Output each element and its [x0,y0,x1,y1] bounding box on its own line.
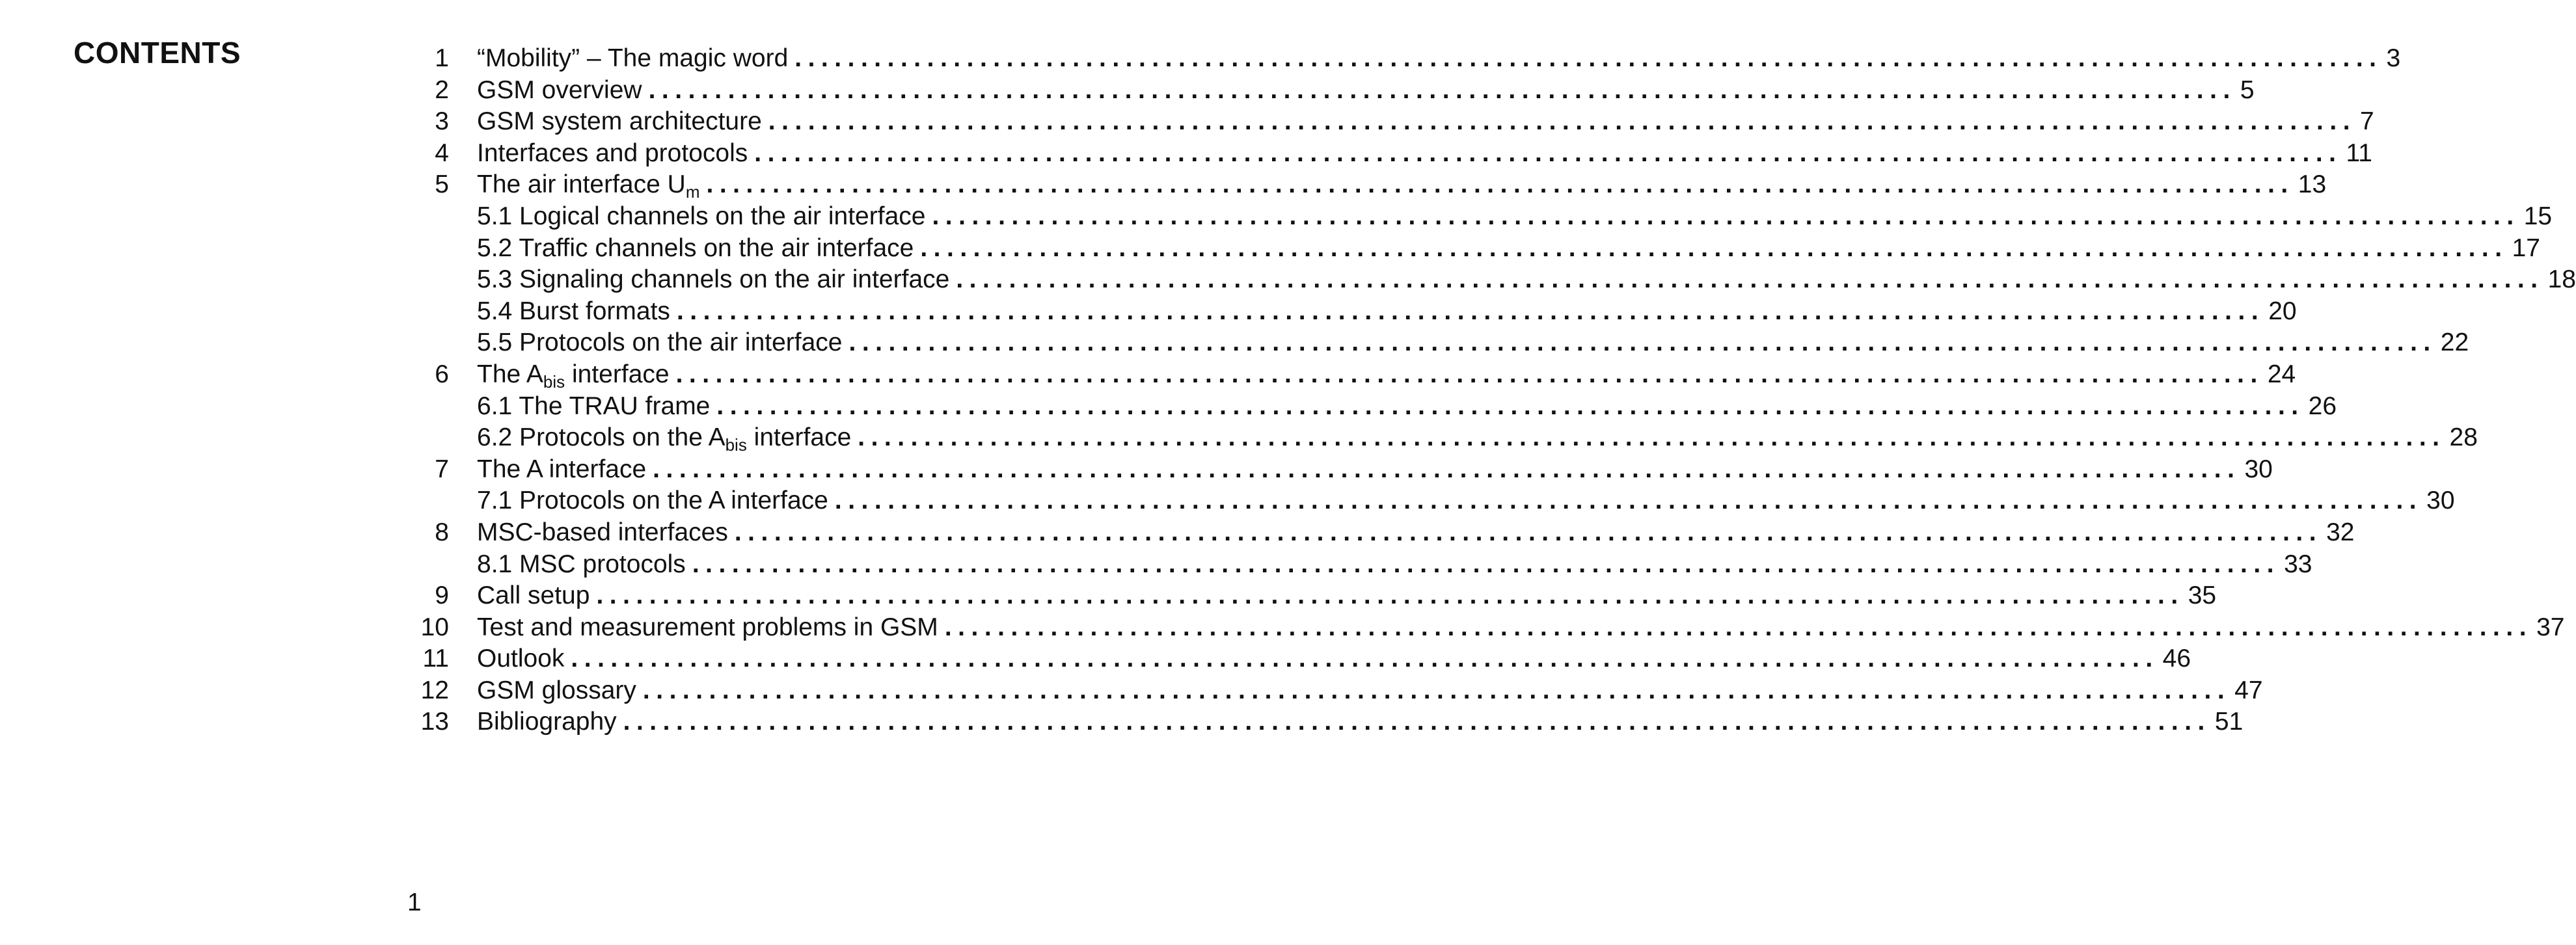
toc-entry-line [477,327,2469,359]
toc-entry[interactable] [403,169,2327,202]
page-number: 13 [2298,170,2327,199]
page-number: 30 [2426,486,2455,515]
chapter-number: 9 [435,581,449,610]
toc-entry-line [477,264,2576,296]
toc-entry[interactable] [403,106,2374,138]
page-number: 7 [2360,107,2374,136]
chapter-number: 10 [420,613,449,641]
entry-title-text: GSM overview [477,75,642,104]
entry-title-text: Outlook [477,645,565,673]
entry-title-text: 5.5 Protocols on the air interface [477,328,843,357]
page-number: 46 [2162,645,2191,673]
toc-entry-line [477,138,2373,170]
entry-title [477,517,735,549]
entry-title-text: MSC-based interfaces [477,518,728,546]
dot-leader: ........................................................................................................................ [956,265,2544,294]
dot-leader: ........................................................................................................................ [648,75,2236,104]
toc-entry[interactable] [403,517,2355,549]
chapter-number: 5 [435,170,449,199]
page-number: 35 [2188,581,2217,610]
toc-entry-line [477,549,2312,581]
page-number: 5 [2240,75,2255,104]
chapter-number: 7 [435,455,449,483]
dot-leader: ........................................................................................................................ [571,645,2159,673]
toc-entry[interactable] [403,612,2565,644]
toc-entry-line [477,169,2327,202]
chapter-number: 3 [435,107,449,136]
chapter-number: 2 [435,75,449,104]
table-of-contents [403,43,2576,738]
entry-title-text: 5.3 Signaling channels on the air interface [477,265,950,294]
dot-leader: ........................................................................................................................ [676,297,2265,325]
entry-title-text: Interfaces and protocols [477,139,748,167]
toc-entry[interactable] [403,643,2191,675]
toc-entry-line [477,359,2296,392]
chapter-number: 1 [435,44,449,72]
entry-title [477,454,653,486]
entry-title-subscript: bis [543,371,565,392]
toc-entry-line [477,485,2455,517]
toc-entry-line [477,233,2540,265]
toc-entry-line [477,296,2297,328]
entry-title-text: 6.2 Protocols on the A [477,423,725,452]
page-number: 30 [2244,455,2273,483]
entry-title [477,391,716,423]
toc-entry[interactable] [403,233,2540,265]
dot-leader: ........................................................................................................................ [623,708,2211,736]
entry-title [477,106,768,138]
toc-entry-line [477,422,2478,455]
dot-leader: ........................................................................................................................ [642,676,2231,704]
toc-entry[interactable] [403,264,2576,296]
toc-entry-line [477,43,2401,75]
entry-title-suffix: interface [746,423,852,452]
folio-page-number: 1 [407,888,422,916]
page-number: 32 [2326,518,2355,546]
page-number: 15 [2523,202,2553,230]
entry-title [477,169,706,201]
page-number: 47 [2234,676,2263,704]
entry-title-text: The A interface [477,455,647,483]
entry-title [477,138,754,170]
entry-title-text: Test and measurement problems in GSM [477,613,938,641]
toc-entry-line [477,201,2553,233]
dot-leader: ........................................................................................................................ [596,581,2184,610]
dot-leader: ........................................................................................................................ [932,202,2520,230]
entry-title-subscript: m [685,182,700,202]
entry-title-text: 8.1 MSC protocols [477,550,686,578]
entry-title-text: 6.1 The TRAU frame [477,392,711,420]
entry-title-text: Call setup [477,581,590,610]
toc-entry-line [477,75,2255,107]
entry-title [477,549,692,581]
toc-entry[interactable] [403,75,2255,107]
entry-title [477,359,676,391]
dot-leader: ........................................................................................................................ [716,392,2305,420]
dot-leader: ........................................................................................................................ [944,613,2533,641]
toc-entry[interactable] [403,580,2217,612]
dot-leader: ........................................................................................................................ [734,518,2323,546]
toc-entry[interactable] [403,201,2553,233]
entry-title-text: 5.4 Burst formats [477,297,670,325]
toc-entry-line [477,580,2217,612]
toc-entry[interactable] [403,485,2455,517]
chapter-number: 11 [422,645,449,673]
entry-title [477,233,920,265]
toc-entry[interactable] [403,327,2469,359]
entry-title-text: GSM system architecture [477,107,762,136]
page-number: 51 [2214,708,2244,736]
toc-entry[interactable] [403,359,2296,392]
entry-title-text: 5.1 Logical channels on the air interface [477,202,926,230]
dot-leader: ........................................................................................................................ [653,455,2241,483]
entry-title [477,296,677,328]
toc-entry[interactable] [403,454,2273,486]
page-number: 37 [2536,613,2565,641]
entry-title-text: “Mobility” – The magic word [477,44,789,72]
entry-title-text: The A [477,360,543,388]
dot-leader: ........................................................................................................................ [768,107,2357,136]
chapter-number: 13 [420,708,449,736]
page-number: 18 [2547,265,2576,294]
toc-entry[interactable] [403,43,2401,75]
entry-title [477,706,623,738]
entry-title-text: 5.2 Traffic channels on the air interface [477,233,914,262]
chapter-number: 6 [435,360,449,388]
entry-title [477,422,858,454]
entry-title-suffix: interface [565,360,670,388]
dot-leader: ........................................................................................................................ [692,550,2281,578]
toc-entry-line [477,106,2374,138]
dot-leader: ........................................................................................................................ [858,423,2446,452]
entry-title [477,675,643,707]
entry-title [477,75,649,107]
toc-entry[interactable] [403,422,2478,455]
page-number: 22 [2440,328,2469,357]
dot-leader: ........................................................................................................................ [706,170,2294,199]
toc-entry-line [477,517,2355,549]
toc-entry[interactable] [403,391,2337,423]
entry-title [477,327,848,359]
entry-title [477,580,596,612]
page-number: 28 [2449,423,2478,452]
page-number: 17 [2512,233,2540,262]
dot-leader: ........................................................................................................................ [920,233,2508,262]
dot-leader: ........................................................................................................................ [754,139,2342,167]
toc-entry-line [477,454,2273,486]
toc-entry-line [477,391,2337,423]
entry-title [477,264,956,296]
page-number: 3 [2386,44,2401,72]
dot-leader: ........................................................................................................................ [794,44,2383,72]
entry-title [477,643,571,675]
page-number: 33 [2284,550,2312,578]
page-number: 24 [2267,360,2296,388]
toc-entry[interactable] [403,296,2297,328]
toc-entry-line [477,675,2263,707]
toc-entry[interactable] [403,706,2244,738]
entry-title-subscript: bis [725,435,747,455]
page-number: 11 [2346,139,2373,167]
dot-leader: ........................................................................................................................ [848,328,2437,357]
page-number: 26 [2308,392,2337,420]
entry-title [477,43,794,75]
page-title: CONTENTS [74,36,241,70]
dot-leader: ........................................................................................................................ [834,486,2423,515]
entry-title [477,201,932,233]
toc-entry[interactable] [403,138,2373,170]
toc-entry-line [477,643,2191,675]
entry-title-text: 7.1 Protocols on the A interface [477,486,828,515]
entry-title [477,485,835,517]
chapter-number: 12 [420,676,449,704]
page-number: 20 [2268,297,2297,325]
dot-leader: ........................................................................................................................ [675,360,2264,388]
entry-title-text: The air interface U [477,170,686,199]
entry-title-text: GSM glossary [477,676,636,704]
toc-entry[interactable] [403,675,2263,707]
toc-entry-line [477,612,2565,644]
entry-title [477,612,945,644]
chapter-number: 4 [435,139,449,167]
entry-title-text: Bibliography [477,708,617,736]
toc-entry-line [477,706,2244,738]
chapter-number: 8 [435,518,449,546]
toc-entry[interactable] [403,549,2312,581]
